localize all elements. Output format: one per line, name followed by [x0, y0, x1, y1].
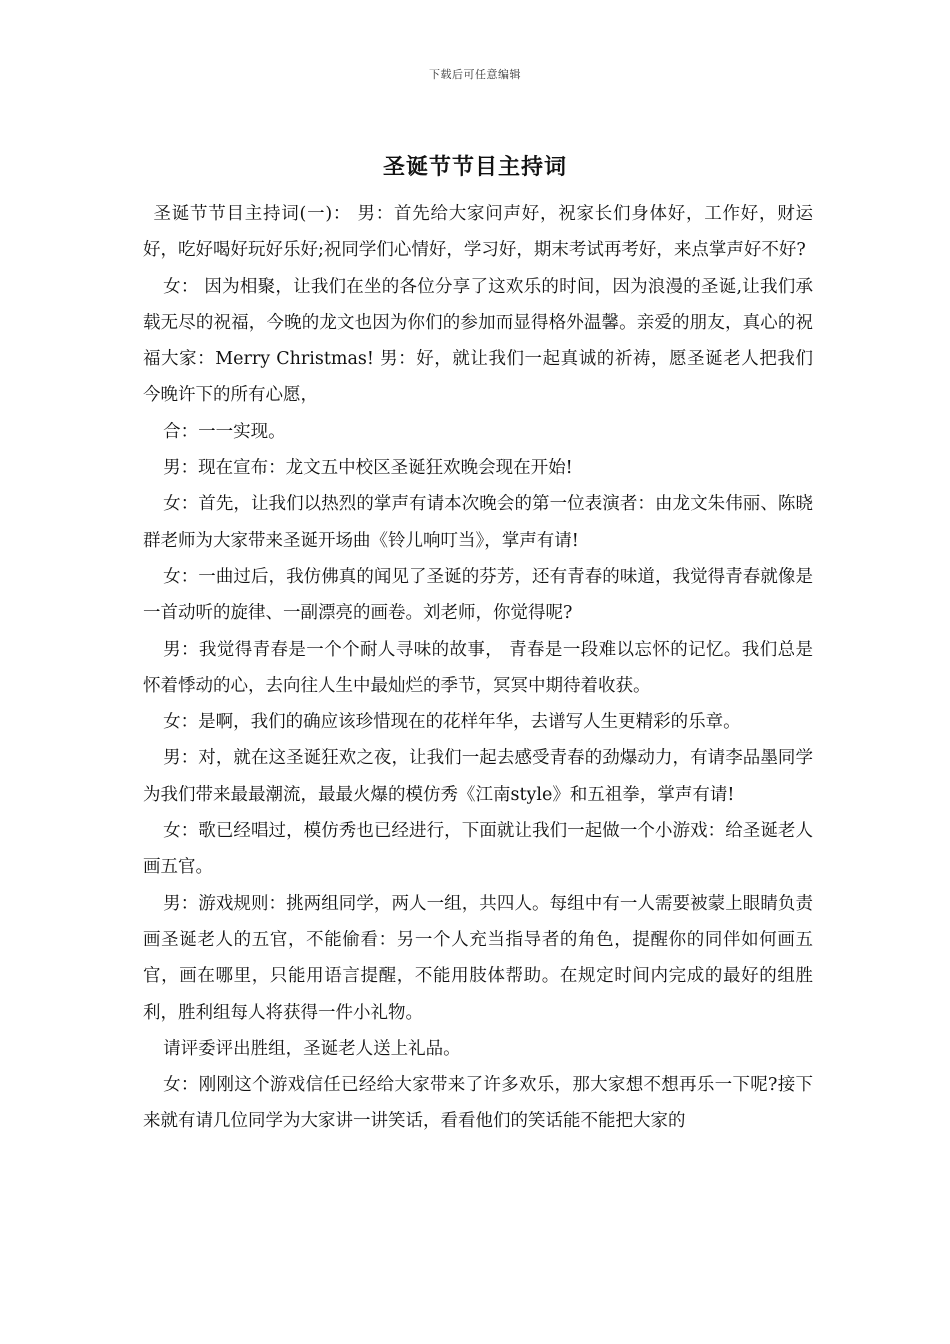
- paragraph: 男：对，就在这圣诞狂欢之夜，让我们一起去感受青春的劲爆动力，有请李品墨同学为我们带来最最潮流，最最火爆的模仿秀《江南style》和五祖拳，掌声有请!: [143, 748, 813, 805]
- paragraph: 圣诞节节目主持词(一)： 男：首先给大家问声好，祝家长们身体好，工作好，财运好，吃好喝好玩好乐好;祝同学们心情好，学习好，期末考试再考好，来点掌声好不好?: [143, 204, 813, 261]
- paragraph: 男：我觉得青春是一个个耐人寻味的故事， 青春是一段难以忘怀的记忆。我们总是怀着悸动的心，去向往人生中最灿烂的季节，冥冥中期待着收获。: [143, 639, 813, 696]
- paragraph: 女：刚刚这个游戏信任已经给大家带来了许多欢乐，那大家想不想再乐一下呢?接下来就有请几位同学为大家讲一讲笑话，看看他们的笑话能不能把大家的: [143, 1075, 813, 1132]
- paragraph: 女：一曲过后，我仿佛真的闻见了圣诞的芬芳，还有青春的味道，我觉得青春就像是一首动听的旋律、一副漂亮的画卷。刘老师，你觉得呢?: [143, 566, 813, 624]
- paragraph: 请评委评出胜组，圣诞老人送上礼品。: [163, 1038, 461, 1059]
- paragraph: 女：首先，让我们以热烈的掌声有请本次晚会的第一位表演者：由龙文朱伟丽、陈晓群老师为大家带来圣诞开场曲《铃儿响叮当》，掌声有请!: [143, 494, 813, 551]
- paragraph: 男：现在宣布：龙文五中校区圣诞狂欢晚会现在开始!: [163, 458, 573, 479]
- paragraph: 女：是啊，我们的确应该珍惜现在的花样年华，去谱写人生更精彩的乐章。: [163, 712, 741, 733]
- paragraph: 男：游戏规则：挑两组同学，两人一组，共四人。每组中有一人需要被蒙上眼睛负责画圣诞老人的五官，不能偷看：另一个人充当指导者的角色，提醒你的同伴如何画五官，画在哪里，只能用语言提醒，不能用肢体帮助。在规定时间内完成的最好的组胜利，胜利组每人将获得一件小礼物。: [143, 893, 813, 1023]
- paragraph: 女： 因为相聚，让我们在坐的各位分享了这欢乐的时间，因为浪漫的圣诞,让我们承载无尽的祝福，今晚的龙文也因为你们的参加而显得格外温馨。亲爱的朋友，真心的祝福大家：Merry Christmas! 男：好，就让我们一起真诚的祈祷，愿圣诞老人把我们今晚许下的所有心愿，: [143, 276, 813, 406]
- header-note: 下载后可任意编辑: [429, 68, 521, 81]
- paragraph: 女：歌已经唱过，模仿秀也已经进行，下面就让我们一起做一个小游戏：给圣诞老人画五官。: [143, 821, 813, 878]
- document-body: [143, 196, 813, 1140]
- paragraph: 合：一一实现。: [163, 421, 286, 442]
- document-title: 圣诞节节目主持词: [382, 154, 567, 180]
